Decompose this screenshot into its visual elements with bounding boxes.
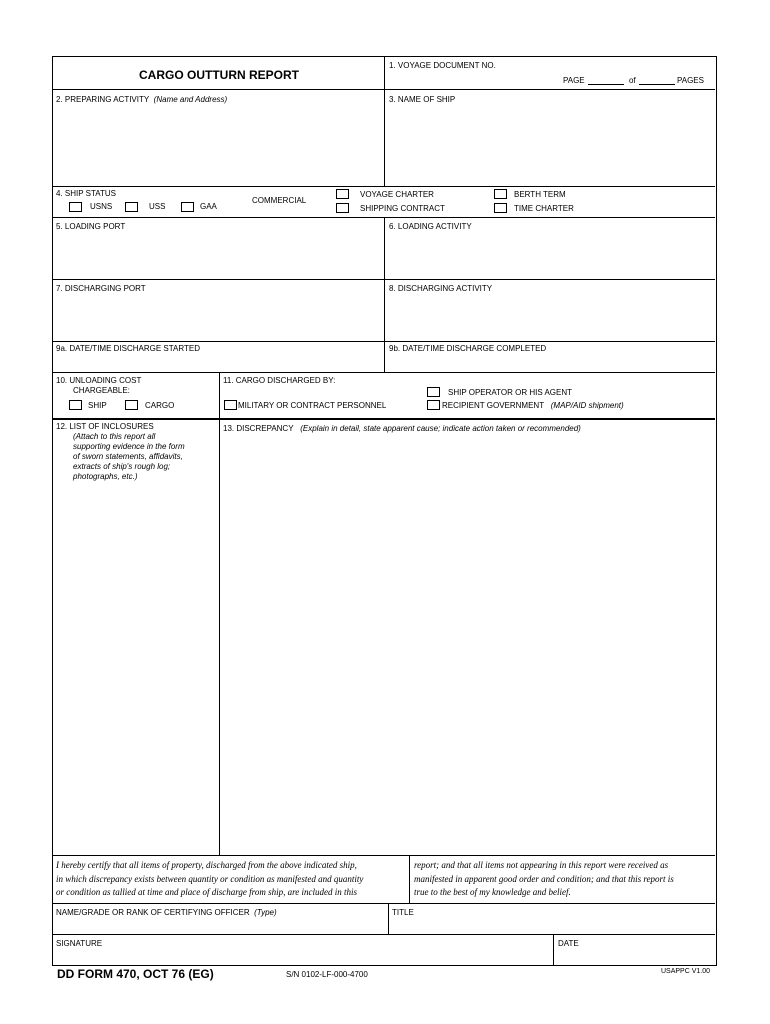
time-charter-label: TIME CHARTER [514, 204, 574, 213]
inclosures-hint: photographs, etc.) [73, 472, 138, 481]
loading-port-label: 5. LOADING PORT [56, 222, 126, 231]
row-divider [53, 186, 715, 187]
ship-chargeable-checkbox[interactable] [69, 400, 82, 410]
ship-status-label: 4. SHIP STATUS [56, 189, 117, 198]
serial-number: S/N 0102-LF-000-4700 [286, 970, 368, 979]
row-divider [53, 372, 715, 373]
cargo-discharged-label: 11. CARGO DISCHARGED BY: [223, 376, 336, 385]
inclosures-hint: (Attach to this report all [73, 432, 156, 441]
cargo-chargeable-checkbox[interactable] [125, 400, 138, 410]
shipping-contract-label: SHIPPING CONTRACT [360, 204, 445, 213]
unloading-cost-label: 10. UNLOADING COST [56, 376, 142, 385]
ship-operator-label: SHIP OPERATOR OR HIS AGENT [448, 388, 573, 397]
voyage-charter-label: VOYAGE CHARTER [360, 190, 434, 199]
column-divider [553, 934, 554, 965]
gaa-checkbox[interactable] [181, 202, 194, 212]
page-total-field[interactable] [639, 76, 675, 85]
certification-left: I hereby certify that all items of property, discharged from the above indicated ship, in which discrepancy exists between quantity or condition as manifested and quantity or condition as tallied at time and place of discharge from ship, are included in this [56, 860, 364, 897]
military-label: MILITARY OR CONTRACT PERSONNEL [238, 401, 387, 410]
column-divider [409, 855, 410, 903]
discrepancy-label: 13. DISCREPANCY (Explain in detail, state apparent cause; indicate action taken or recommended) [223, 424, 581, 433]
column-divider [384, 57, 385, 186]
unloading-cost-label-2: CHARGEABLE: [73, 386, 130, 395]
voyage-doc-label: 1. VOYAGE DOCUMENT NO. [389, 61, 496, 70]
column-divider [388, 903, 389, 934]
row-divider [53, 903, 715, 904]
recipient-gov-checkbox[interactable] [427, 400, 440, 410]
form-number: DD FORM 470, OCT 76 (EG) [57, 967, 214, 981]
time-charter-checkbox[interactable] [494, 203, 507, 213]
title-label: TITLE [392, 908, 414, 917]
voyage-charter-checkbox[interactable] [336, 189, 349, 199]
recipient-gov-label: RECIPIENT GOVERNMENT (MAP/AID shipment) [442, 401, 624, 410]
discharge-started-label: 9a. DATE/TIME DISCHARGE STARTED [56, 344, 201, 353]
page-label: PAGE [563, 76, 585, 85]
gaa-label: GAA [200, 202, 217, 211]
inclosures-hint: supporting evidence in the form [73, 442, 185, 451]
date-label: DATE [558, 939, 579, 948]
uss-checkbox[interactable] [125, 202, 138, 212]
column-divider [384, 217, 385, 372]
preparing-activity-label: 2. PREPARING ACTIVITY (Name and Address) [56, 95, 228, 104]
row-divider [53, 855, 715, 856]
inclosures-hint: extracts of ship's rough log; [73, 462, 171, 471]
ship-name-label: 3. NAME OF SHIP [389, 95, 456, 104]
ship-chargeable-label: SHIP [88, 401, 107, 410]
inclosures-label: 12. LIST OF INCLOSURES [56, 422, 154, 431]
page-number-field[interactable] [588, 76, 624, 85]
loading-activity-label: 6. LOADING ACTIVITY [389, 222, 472, 231]
row-divider [53, 418, 715, 420]
shipping-contract-checkbox[interactable] [336, 203, 349, 213]
usns-label: USNS [90, 202, 113, 211]
berth-term-checkbox[interactable] [494, 189, 507, 199]
discharge-completed-label: 9b. DATE/TIME DISCHARGE COMPLETED [389, 344, 547, 353]
pages-label: PAGES [677, 76, 704, 85]
usns-checkbox[interactable] [69, 202, 82, 212]
officer-label: NAME/GRADE OR RANK OF CERTIFYING OFFICER (Type) [56, 908, 277, 917]
row-divider [53, 934, 715, 935]
inclosures-hint: of sworn statements, affidavits, [73, 452, 183, 461]
cargo-chargeable-label: CARGO [145, 401, 175, 410]
discharging-port-label: 7. DISCHARGING PORT [56, 284, 146, 293]
ship-operator-checkbox[interactable] [427, 387, 440, 397]
discharging-activity-label: 8. DISCHARGING ACTIVITY [389, 284, 493, 293]
berth-term-label: BERTH TERM [514, 190, 566, 199]
column-divider [219, 372, 220, 418]
of-label: of [629, 76, 636, 85]
uss-label: USS [149, 202, 166, 211]
certification-right: report; and that all items not appearing in this report were received as manifested in apparent good order and condition; and that this report is true to the best of my knowledge and belief. [414, 860, 674, 897]
discrepancy-text-area[interactable] [223, 437, 711, 851]
commercial-label: COMMERCIAL [252, 196, 307, 205]
column-divider [219, 372, 220, 855]
cargo-outturn-form [52, 56, 717, 966]
signature-label: SIGNATURE [56, 939, 103, 948]
form-title: CARGO OUTTURN REPORT [139, 68, 299, 82]
version-label: USAPPC V1.00 [661, 968, 711, 975]
military-checkbox[interactable] [224, 400, 237, 410]
